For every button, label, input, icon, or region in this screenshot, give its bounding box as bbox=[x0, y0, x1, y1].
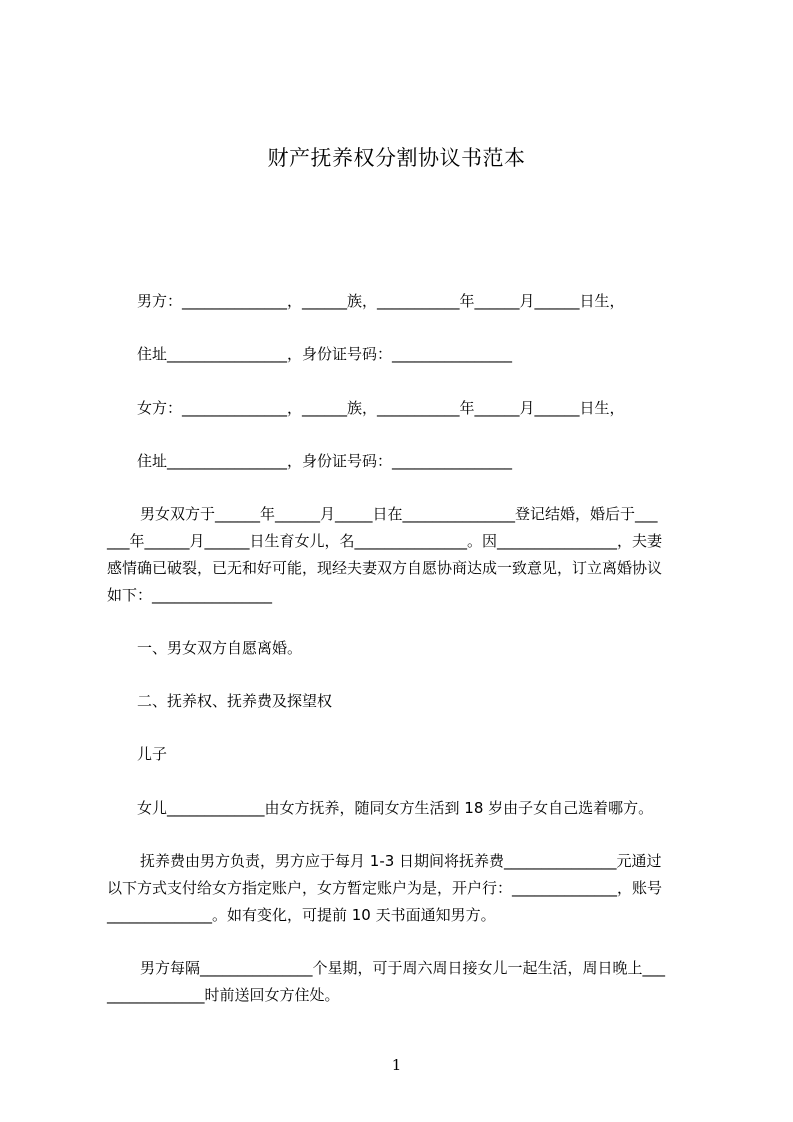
marriage-paragraph-line-1: 男女双方于______年______月_____日在_______________登记结婚，婚后于___ bbox=[140, 505, 658, 523]
marriage-paragraph-line-4: 如下：________________ bbox=[107, 586, 273, 604]
visitation-paragraph-line-2: _____________时前送回女方住处。 bbox=[107, 986, 340, 1004]
support-paragraph-line-1: 抚养费由男方负责，男方应于每月 1-3 日期间将抚养费_______________元通过 bbox=[140, 852, 662, 870]
daughter-custody-line: 女儿_____________由女方抚养，随同女方生活到 18 岁由子女自己选着哪方。 bbox=[137, 799, 654, 817]
marriage-paragraph-line-2: ___年______月______日生育女儿，名_______________。因________________，夫妻 bbox=[107, 532, 663, 550]
wife-info-line: 女方：______________，______族，___________年______月______日生， bbox=[137, 399, 625, 417]
son-label: 儿子 bbox=[137, 745, 168, 763]
marriage-paragraph-line-3: 感情确已破裂，已无和好可能，现经夫妻双方自愿协商达成一致意见，订立离婚协议 bbox=[107, 559, 663, 577]
wife-address-line: 住址________________，身份证号码：________________ bbox=[137, 452, 513, 470]
husband-address-line: 住址________________，身份证号码：________________ bbox=[137, 345, 513, 363]
support-paragraph-line-3: ______________。如有变化，可提前 10 天书面通知男方。 bbox=[107, 906, 496, 924]
visitation-paragraph-line-1: 男方每隔_______________个星期，可于周六周日接女儿一起生活，周日晚上___ bbox=[140, 959, 666, 977]
page-number: 1 bbox=[391, 1056, 402, 1074]
support-paragraph-line-2: 以下方式支付给女方指定账户，女方暂定账户为是，开户行：______________，账号 bbox=[107, 879, 663, 897]
document-title: 财产抚养权分割协议书范本 bbox=[267, 146, 526, 170]
section-one-heading: 一、男女双方自愿离婚。 bbox=[137, 639, 303, 657]
husband-info-line: 男方：______________，______族，___________年______月______日生， bbox=[137, 292, 625, 310]
section-two-heading: 二、抚养权、抚养费及探望权 bbox=[137, 692, 333, 710]
